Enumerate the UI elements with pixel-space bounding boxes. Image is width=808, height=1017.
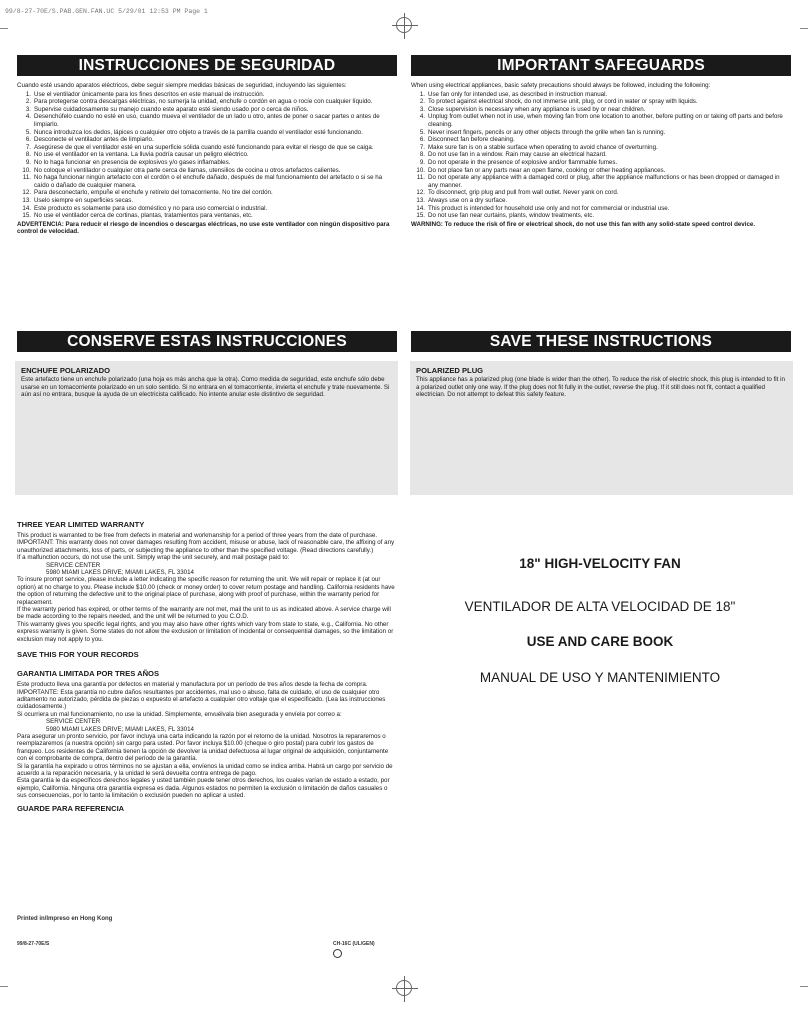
safety-item [411,113,791,128]
warranty-es-paragraph: Si la garantía ha expirado u otros términos no se ajustan a ella, envíenos la unidad como se indica arriba. Habrá un cargo por servicio de acuerdo a la reparación necesaria, y la unidad le será devuelta contra entrega de pago. [17,762,393,777]
safety-item-number: 1. [25,90,31,98]
safety-item-number: 4. [419,113,425,121]
warranty-en-address: SERVICE CENTER [46,561,101,569]
warranty-en-paragraph: This product is warranted to be free from defects in material and workmanship for a period of three years from the date of purchase. [17,532,378,539]
safety-item-number: 1. [419,90,425,98]
warranty-en-paragraph: To insure prompt service, please include a letter indicating the specific reason for returning the unit. We will repair or replace it (at our option) at no charge to you. Please include $10.00 (check or money order) to cover return postage and handling. California residents have the option of returning the defective unit to the original place of purchase, along with proof of purchase, within the warranty period for replacement. [17,576,395,606]
warranty-es-paragraph: IMPORTANTE: Esta garantía no cubre daños resultantes por accidentes, mal uso o abuso, falta de cuidado, el uso de cualquier otro aditamento no autorizado, pérdida de piezas o expuesto el artefacto a cualquier otro voltaje que el especificado. (Lea las instrucciones cuidadosamente.) [17,688,386,711]
safety-item-number: 15. [22,212,31,220]
warranty-es-paragraph: Este producto lleva una garantía por defectos en material y manufactura por un período de tres años desde la fecha de compra. [17,681,368,689]
safety-item [411,136,791,144]
warranty-es-paragraph: Esta garantía le da específicos derechos legales y usted también puede tener otros derechos, los cuales varían de estado a estado, por ejemplo, California. Ninguna otra garantía expresa es dada. Algunos estados no permiten la exclusión o limitación de daños casuales o sus consecuencias, por lo tanto la limitación o exclusión pueden no aplicar a usted. [17,777,390,800]
spanish-safety-list [17,91,397,220]
product-title-en: 18" HIGH-VELOCITY FAN [519,556,681,571]
english-safety-intro: When using electrical appliances, basic safety precautions should always be followed, including the following: [411,82,711,89]
safety-item [17,98,397,106]
safety-item-number: 11. [416,174,425,182]
safety-item-number: 11. [22,174,31,182]
safety-item-text: No use el ventilador en la ventana. La lluvia podría causar un peligro eléctrico. [34,151,249,159]
safety-item-text: No lo haga funcionar en presencia de explosivos y/o gases inflamables. [34,159,231,167]
spanish-safety-intro: Cuando esté usando aparatos eléctricos, debe seguir siempre medidas básicas de seguridad, incluyendo las siguientes: [17,82,347,89]
safety-item-number: 9. [25,159,31,167]
safety-item [411,144,791,152]
safety-item-text: Unplug from outlet when not in use, when moving fan from one location to another, before putting on or taking off parts and before cleaning. [428,113,783,129]
registration-mark [396,17,412,33]
english-safety-list [411,91,791,220]
safety-item [17,113,397,128]
safety-item [17,174,397,189]
safety-item-text: Desconecte el ventilador antes de limpiarlo. [34,136,154,144]
safety-item-text: This product is intended for household use only and not for commercial or industrial use. [428,204,670,212]
safety-item-number: 14. [22,204,31,212]
safety-item [411,189,791,197]
safety-item [17,167,397,175]
safety-item-number: 9. [419,159,425,167]
spanish-safety-banner: INSTRUCCIONES DE SEGURIDAD [17,55,397,76]
printed-in-note: Printed in/Impreso en Hong Kong [17,916,113,922]
warranty-section [17,520,397,816]
safety-item [17,91,397,99]
safety-item-text: Para desconectarlo, empuñe el enchufe y retírelo del tomacorriente. No tire del cordón. [34,189,273,197]
safety-item-text: Do not use fan in a window. Rain may cause an electrical hazard. [428,151,607,159]
warranty-es-paragraph: Si ocurriera un mal funcionamiento, no use la unidad. Simplemente, envuélvala bien asegurada y envíela por correo a: [17,710,342,718]
warranty-en-address: 5980 MIAMI LAKES DRIVE; MIAMI LAKES, FL 33014 [46,569,194,577]
safety-item-text: No haga funcionar ningún artefacto con el cordón o el enchufe dañado, después de mal funcionamiento del artefacto o si se ha caído o dañado de cualquier manera. [34,174,383,189]
safety-item-text: No coloque el ventilador o cualquier otra parte cerca de llamas, utensilios de cocina u otros artefactos calientes. [34,166,341,174]
warranty-en-paragraph: IMPORTANT: This warranty does not cover damages resulting from accident, misuse or abuse, lack of reasonable care, the affixing of any unauthorized attachments, loss of parts, or subjecting the appliance to other than the specified voltage. (Read directions carefully.) [17,539,395,554]
product-title-es: VENTILADOR DE ALTA VELOCIDAD DE 18" [464,599,736,614]
document-code-left: 99/8-27-70E/S [17,941,50,947]
warranty-en-heading: THREE YEAR LIMITED WARRANTY [17,520,145,529]
safety-item [17,106,397,114]
safety-item-text: Nunca introduzca los dedos, lápices o cualquier otro objeto a través de la parrilla cuando el ventilador esté funcionando. [34,128,363,136]
crop-mark [0,986,8,987]
warranty-en-paragraph: This warranty gives you specific legal rights, and you may also have other rights which vary from state to state, e.g., California. No other express warranty is given. Some states do not allow the exclusion or limitation of incidental or consequential damages, so the limitation or exclusion may not apply to you. [17,620,394,643]
registration-mark [396,980,412,996]
safety-item-number: 8. [25,151,31,159]
safety-item [411,197,791,205]
safety-item-text: Asegúrese de que el ventilador esté en una superficie sólida cuando esté funcionando para evitar el riesgo de que se caiga. [34,143,374,151]
safety-item-number: 14. [416,204,425,212]
safety-item [17,159,397,167]
english-polarized-plug-heading: POLARIZED PLUG [416,366,484,375]
safety-item-number: 13. [416,197,425,205]
document-code-right: CH-16C (UL/GEN) [333,941,375,947]
spanish-safety-warning: ADVERTENCIA: Para reducir el riesgo de incendios o descargas eléctricas, no use este ventilador con ningún dispositivo para control de velocidad. [17,220,390,236]
warranty-en-paragraph: If a malfunction occurs, do not use the unit. Simply wrap the unit securely, and mail postage paid to: [17,554,290,562]
safety-item-text: To protect against electrical shock, do not immerse unit, plug, or cord in water or spray with liquids. [428,98,698,106]
english-polarized-plug-box [410,361,793,495]
safety-item-text: Do not use fan near curtains, plants, window treatments, etc. [428,212,595,220]
warranty-es-paragraph: Para asegurar un pronto servicio, por favor incluya una carta indicando la razón por el retorno de la unidad. Nosotros la repararemos o reemplazaremos (a nuestra opción) sin cargo para usted. Por favor incluya $10.00 (cheque o giro postal) para cubrir los gastos de franqueo. Los residentes de California tienen la opción de devolver la unidad defectuosa al lugar original de adquisición, conjuntamente con el comprobante de compra, dentro del período de la garantía. [17,732,389,763]
safety-item-number: 2. [25,98,31,106]
english-safety-banner: IMPORTANT SAFEGUARDS [411,55,791,76]
safety-item [411,174,791,189]
safety-item [411,159,791,167]
safety-item-text: Make sure fan is on a stable surface when operating to avoid chance of overturning. [428,143,658,151]
safety-item-text: Este producto es solamente para uso doméstico y no para uso comercial o industrial. [34,204,268,212]
warranty-en-paragraph: If the warranty period has expired, or other terms of the warranty are not met, mail the unit to us as indicated above. A service charge will be made according to the repairs needed, and the unit will be returned to you C.O.D. [17,606,391,621]
english-polarized-plug-text: This appliance has a polarized plug (one blade is wider than the other). To reduce the risk of electric shock, this plug is intended to fit in a polarized outlet only one way. If the plug does not fit fully in the outlet, reverse the plug. If it still does not fit, contact a qualified electrician. Do not attempt to defeat this safety feature. [416,376,785,399]
warranty-es-address: 5980 MIAMI LAKES DRIVE; MIAMI LAKES, FL 33014 [46,725,194,733]
safety-item [411,205,791,213]
safety-item-text: Do not operate any appliance with a damaged cord or plug, after the appliance malfunctions or has been dropped or damaged in any manner. [428,174,780,189]
safety-item [411,129,791,137]
company-logo-icon [333,949,342,958]
safety-item [17,129,397,137]
safety-item-text: Supervise cuidadosamente su manejo cuando este aparato esté siendo usado por o cerca de niños. [34,105,309,113]
safety-item-number: 8. [419,151,425,159]
safety-item-text: Use el ventilador únicamente para los fines descritos en este manual de instrucción. [34,90,265,98]
safety-item [17,136,397,144]
safety-item-text: To disconnect, grip plug and pull from wall outlet. Never yank on cord. [428,189,619,197]
warranty-es-address: SERVICE CENTER [46,718,101,726]
safety-item-number: 2. [419,98,425,106]
english-safety-section [411,82,791,228]
spanish-polarized-plug-heading: ENCHUFE POLARIZADO [21,366,111,375]
print-slug: 99/8-27-70E/S.PAB.GEN.FAN.UC 5/29/01 12:53 PM Page 1 [5,8,208,15]
crop-mark [0,28,8,29]
safety-item-number: 4. [25,113,31,121]
safety-item-number: 7. [419,143,425,151]
safety-item-text: Do not place fan or any parts near an open flame, cooking or other heating appliances. [428,166,666,174]
safety-item-number: 3. [419,105,425,113]
safety-item-number: 10. [416,166,425,174]
book-title-en: USE AND CARE BOOK [526,634,674,649]
spanish-polarized-plug-box [15,361,398,495]
warranty-en-save-note: SAVE THIS FOR YOUR RECORDS [17,650,139,660]
safety-item-text: Para protegerse contra descargas eléctricas, no sumerja la unidad, enchufe o cordón en agua o rocíe con cualquier líquido. [34,98,373,106]
spanish-polarized-plug-text: Este artefacto tiene un enchufe polarizado (una hoja es más ancha que la otra). Como medida de seguridad, este enchufe sólo debe usarse en un tomacorriente polarizado en un solo sentido. Si no entrara en el tomacorriente, invierta el enchufe y trate nuevamente. Si aún así no entrara, busque la ayuda de un electricista calificado. No intente anular este distintivo de seguridad. [21,376,390,399]
safety-item-number: 5. [25,128,31,136]
safety-item [411,106,791,114]
english-safety-warning: WARNING: To reduce the risk of fire or electrical shock, do not use this fan with any solid-state speed control device. [411,220,756,228]
safety-item [411,91,791,99]
safety-item-number: 3. [25,105,31,113]
safety-item [17,205,397,213]
safety-item-number: 5. [419,128,425,136]
crop-mark [800,28,808,29]
safety-item [411,167,791,175]
safety-item-number: 12. [22,189,31,197]
safety-item-number: 10. [22,166,31,174]
safety-item-number: 15. [416,212,425,220]
safety-item-text: Always use on a dry surface. [428,197,508,205]
safety-item-text: Close supervision is necessary when any appliance is used by or near children. [428,105,646,113]
safety-item-text: No use el ventilador cerca de cortinas, plantas, tratamientos para ventanas, etc. [34,212,253,220]
safety-item-text: Never insert fingers, pencils or any other objects through the grille when fan is running. [428,128,666,136]
crop-mark [800,986,808,987]
safety-item-number: 7. [25,143,31,151]
spanish-save-banner: CONSERVE ESTAS INSTRUCCIONES [17,331,397,352]
warranty-es-save-note: GUARDE PARA REFERENCIA [17,803,125,813]
safety-item [17,212,397,220]
safety-item-text: Use fan only for intended use, as described in instruction manual. [428,90,608,98]
safety-item-text: Desenchúfelo cuando no esté en uso, cuando mueva el ventilador de un lado u otro, antes de poner o sacar partes o antes de limpiarlo. [34,113,380,129]
safety-item [411,98,791,106]
safety-item-text: Uselo siempre en superficies secas. [34,197,134,205]
safety-item-number: 6. [25,136,31,144]
book-title-es: MANUAL DE USO Y MANTENIMIENTO [479,670,721,685]
safety-item-number: 6. [419,136,425,144]
safety-item [17,189,397,197]
safety-item-number: 13. [22,197,31,205]
spanish-safety-section [17,82,397,236]
warranty-es-heading: GARANTIA LIMITADA POR TRES AÑOS [17,669,160,679]
safety-item-number: 12. [416,189,425,197]
safety-item [411,212,791,220]
safety-item [17,144,397,152]
safety-item [17,151,397,159]
safety-item-text: Disconnect fan before cleaning. [428,136,515,144]
safety-item-text: Do not operate in the presence of explosive and/or flammable fumes. [428,159,618,167]
safety-item [17,197,397,205]
safety-item [411,151,791,159]
english-save-banner: SAVE THESE INSTRUCTIONS [411,331,791,352]
